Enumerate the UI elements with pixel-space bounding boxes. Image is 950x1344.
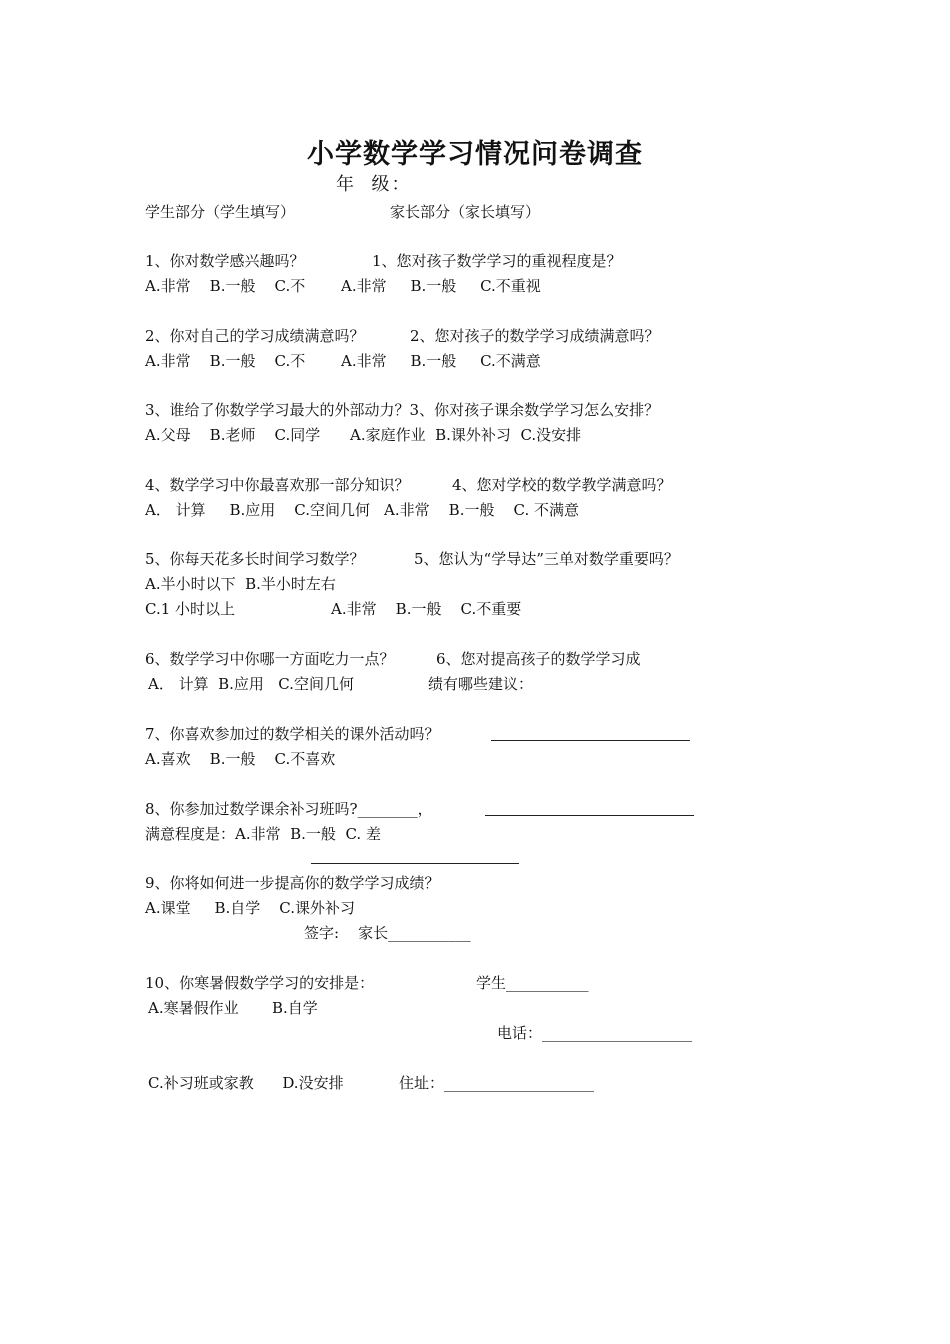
student-options-5a: A.半小时以下 B.半小时左右 [145, 575, 336, 593]
parent-section-heading: 家长部分（家长填写） [390, 203, 541, 221]
student-question-10: 10、你寒暑假数学学习的安排是： [145, 974, 375, 992]
parent-question-6: 6、您对提高孩子的数学学习成 [436, 650, 641, 668]
parent-options-3: A.家庭作业 B.课外补习 C.没安排 [350, 426, 582, 444]
student-options-10a: A.寒暑假作业 B.自学 [148, 999, 318, 1017]
suggestion-line-3 [311, 863, 519, 864]
student-options-7: A.喜欢 B.一般 C.不喜欢 [145, 750, 336, 768]
student-question-7: 7、你喜欢参加过的数学相关的课外活动吗？ [145, 725, 440, 743]
phone-field: 电话：____________________ [497, 1024, 693, 1042]
student-options-4: A． 计算 B.应用 C.空间几何 [145, 501, 371, 519]
question-row-3: 3、谁给了你数学学习最大的外部动力？3、你对孩子课余数学学习怎么安排？ [145, 401, 660, 419]
parent-options-1: A.非常 B.一般 C.不重视 [341, 277, 541, 295]
student-question-1: 1、你对数学感兴趣吗？ [145, 252, 305, 270]
student-question-4: 4、数学学习中你最喜欢那一部分知识？ [145, 476, 410, 494]
student-options-2: A.非常 B.一般 C.不 [145, 352, 306, 370]
parent-options-4: A.非常 B.一般 C. 不满意 [384, 501, 580, 519]
parent-signature: 签字: 家长___________ [304, 924, 471, 942]
parent-question-5: 5、您认为“学导达”三单对数学重要吗？ [414, 550, 679, 568]
student-question-5: 5、你每天花多长时间学习数学？ [145, 550, 365, 568]
student-options-5b: C.1 小时以上 [145, 600, 236, 618]
suggestion-line-2 [485, 815, 694, 816]
student-section-heading: 学生部分（学生填写） [145, 203, 296, 221]
student-options-10b: C.补习班或家教 D.没安排 [148, 1074, 344, 1092]
address-field: 住址：____________________ [399, 1074, 595, 1092]
student-options-8: 满意程度是：A.非常 B.一般 C. 差 [145, 825, 381, 843]
parent-question-4: 4、您对学校的数学教学满意吗？ [452, 476, 672, 494]
parent-question-2: 2、您对孩子的数学学习成绩满意吗？ [410, 327, 660, 345]
parent-question-1: 1、您对孩子数学学习的重视程度是？ [372, 252, 622, 270]
parent-options-2: A.非常 B.一般 C.不满意 [341, 352, 541, 370]
student-options-1: A.非常 B.一般 C.不 [145, 277, 306, 295]
student-options-3: A.父母 B.老师 C.同学 [145, 426, 321, 444]
page-title: 小学数学学习情况问卷调查 [307, 139, 643, 170]
student-question-2: 2、你对自己的学习成绩满意吗？ [145, 327, 365, 345]
grade-label: 年 级： [336, 174, 412, 195]
student-options-9: A.课堂 B.自学 C.课外补习 [145, 899, 356, 917]
student-question-9: 9、你将如何进一步提高你的数学学习成绩？ [145, 874, 440, 892]
parent-options-5: A.非常 B.一般 C.不重要 [331, 600, 522, 618]
suggestion-line-1 [491, 740, 690, 741]
student-question-8: 8、你参加过数学课余补习班吗?________， [145, 800, 433, 818]
student-options-6: A． 计算 B.应用 C.空间几何 [148, 675, 354, 693]
student-signature: 学生___________ [476, 974, 589, 992]
parent-question-6-cont: 绩有哪些建议： [428, 675, 534, 693]
student-question-6: 6、数学学习中你哪一方面吃力一点？ [145, 650, 395, 668]
